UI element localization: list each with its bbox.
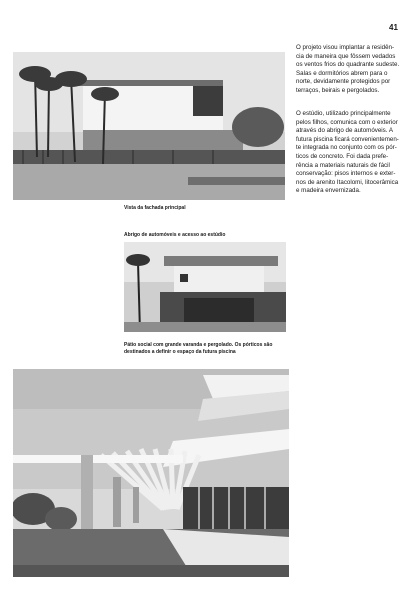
- patio-caption-line: destinados a definir o espaço da futura piscina: [124, 349, 236, 355]
- body-line: O estúdio, utilizado principalmente: [296, 110, 391, 117]
- carport-caption: Abrigo de automóveis e acesso ao estúdio: [124, 232, 226, 238]
- body-line: pelos filhos, comunica com o exterior: [296, 118, 398, 126]
- carport-photo: [124, 242, 286, 332]
- body-line: os ventos frios do quadrante sudeste.: [296, 61, 400, 69]
- body-line: através do abrigo de automóveis. A: [296, 127, 393, 135]
- main-facade-image: [13, 52, 285, 200]
- body-line: cia de maneira que fôssem vedados: [296, 52, 396, 60]
- body-line: terraços, beirais e pergolados.: [296, 86, 380, 94]
- body-paragraph-1: [296, 44, 400, 96]
- carport-image: [124, 242, 286, 332]
- body-line: norte, devidamente protegidos por: [296, 78, 391, 86]
- page-number: 41: [389, 23, 398, 32]
- patio-caption: [124, 342, 294, 356]
- body-line: te integrada no conjunto com os pór-: [296, 144, 397, 152]
- body-line: e madeira envernizada.: [296, 187, 361, 195]
- body-line: nos de arenito Itacolomi, litocerâmica: [296, 178, 399, 186]
- body-line: futura piscina ficará convenientemen-: [296, 135, 399, 143]
- patio-photo: [13, 369, 289, 577]
- body-line: rência a materiais naturais de fácil: [296, 161, 390, 169]
- body-line: Salas e dormitórios abrem para o: [296, 69, 388, 77]
- body-line: conservação: pisos internos e exter-: [296, 170, 396, 178]
- body-line: ticos de concreto. Foi dada prefe-: [296, 152, 389, 160]
- body-paragraph-2: [296, 110, 400, 196]
- main-facade-caption: Vista da fachada principal: [124, 205, 186, 211]
- body-line: O projeto visou implantar a residên-: [296, 44, 395, 51]
- patio-caption-line: Pátio social com grande varanda e pergolado. Os pórticos são: [124, 342, 273, 348]
- patio-image: [13, 369, 289, 577]
- main-facade-photo: [13, 52, 285, 200]
